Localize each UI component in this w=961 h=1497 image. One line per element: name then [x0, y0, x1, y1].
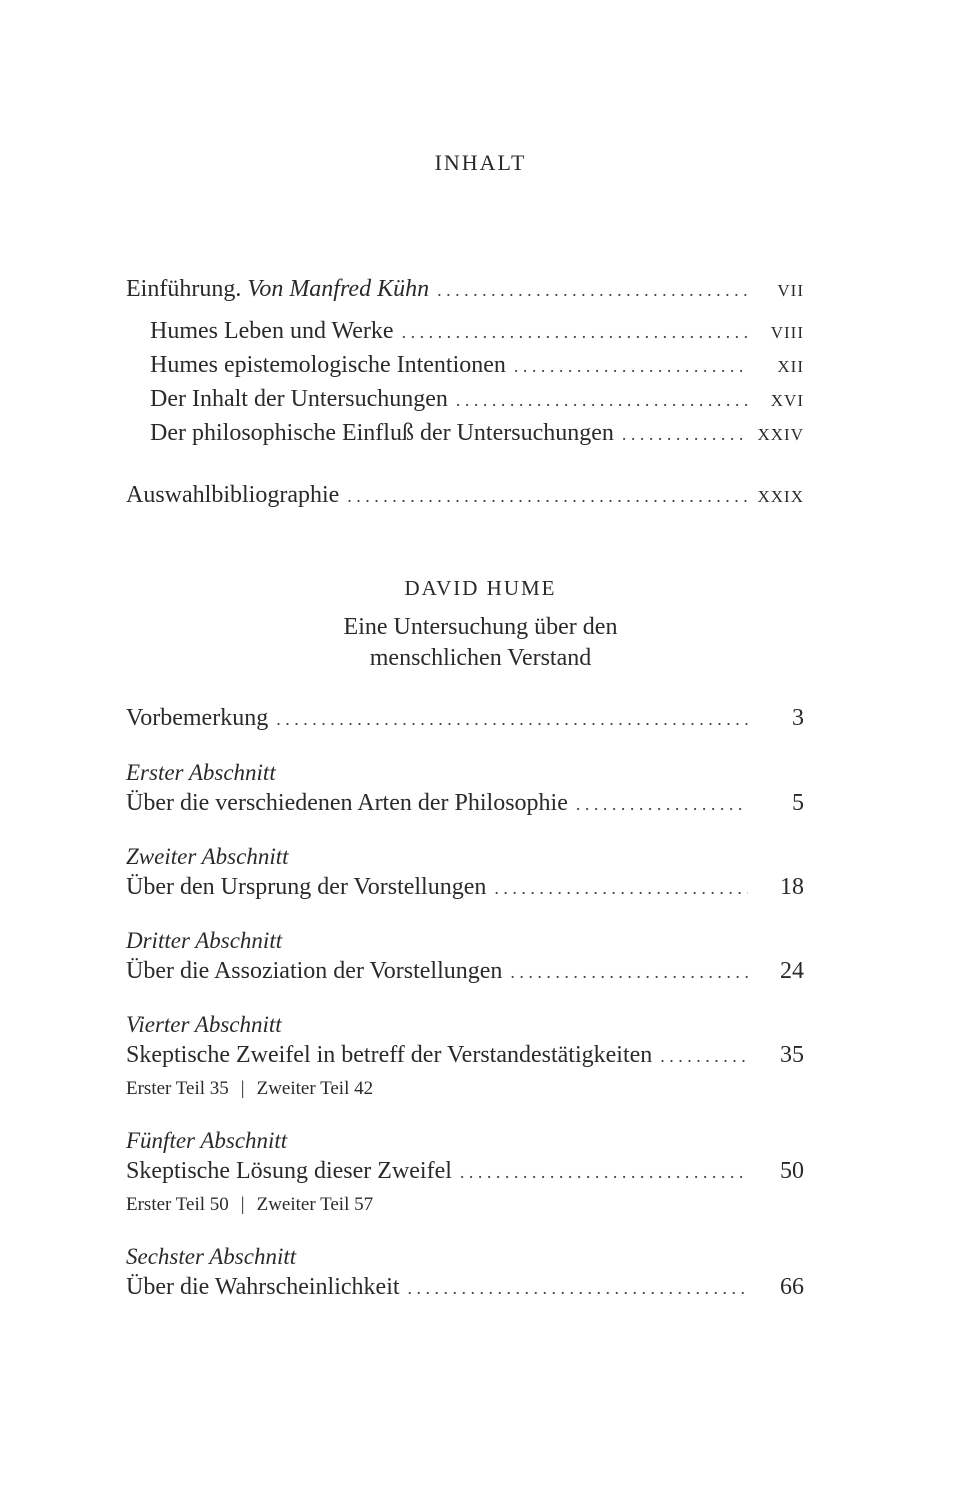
- toc-label: Auswahlbibliographie: [126, 482, 340, 508]
- toc-page: 24: [780, 958, 804, 984]
- leader-dots: [576, 794, 748, 815]
- toc-page: XXIX: [757, 487, 804, 506]
- toc-page: XII: [777, 357, 804, 376]
- toc-page: 66: [780, 1274, 804, 1300]
- toc-label: Vorbemerkung: [126, 705, 269, 731]
- author-name: DAVID HUME: [404, 576, 557, 600]
- toc-page: XVI: [770, 391, 804, 410]
- part-separator: |: [240, 1194, 245, 1215]
- part-entry: Zweiter Teil 57: [256, 1194, 374, 1215]
- part-entry: Erster Teil 35: [126, 1078, 229, 1099]
- toc-label-author: Von Manfred Kühn: [247, 276, 430, 302]
- part-entry: Erster Teil 50: [126, 1194, 229, 1215]
- leader-dots: [456, 390, 748, 411]
- toc-entry-section: [126, 790, 804, 824]
- toc-page: 5: [792, 790, 804, 816]
- toc-entry-introduction: [126, 276, 804, 310]
- toc-label: Skeptische Lösung dieser Zweifel: [126, 1158, 452, 1184]
- leader-dots: [514, 356, 748, 377]
- toc-label: Skeptische Zweifel in betreff der Verstandestätigkeiten: [126, 1042, 653, 1068]
- toc-label: [126, 276, 429, 303]
- leader-dots: [402, 322, 748, 343]
- toc-page: 18: [780, 874, 804, 900]
- toc-label: Der Inhalt der Untersuchungen: [150, 386, 448, 412]
- toc-label: Über die verschiedenen Arten der Philosophie: [126, 790, 568, 816]
- toc-entry-section: [126, 958, 804, 992]
- section-heading: Dritter Abschnitt: [126, 928, 283, 953]
- toc-label: Der philosophische Einfluß der Untersuchungen: [150, 420, 614, 446]
- toc-entry-bibliography: [126, 482, 804, 516]
- leader-dots: [660, 1046, 748, 1067]
- toc-entry-sub: [150, 420, 804, 454]
- leader-dots: [437, 280, 748, 301]
- section-heading: Zweiter Abschnitt: [126, 844, 289, 869]
- toc-page: 3: [792, 705, 804, 731]
- leader-dots: [460, 1162, 748, 1183]
- toc-label-plain: Einführung.: [126, 276, 248, 302]
- toc-entry-section: [126, 874, 804, 908]
- section-heading: Sechster Abschnitt: [126, 1244, 297, 1269]
- toc-entry-vorbemerkung: [126, 705, 804, 739]
- toc-entry-section: [126, 1158, 804, 1192]
- page-title: INHALT: [434, 150, 527, 175]
- toc-label: Humes Leben und Werke: [150, 318, 394, 344]
- work-title-line-1: Eine Untersuchung über den: [343, 614, 618, 640]
- toc-page: XXIV: [757, 425, 804, 444]
- leader-dots: [510, 962, 748, 983]
- toc-entry-sub: [150, 352, 804, 386]
- toc-entry-section: [126, 1042, 804, 1076]
- toc-label: Über den Ursprung der Vorstellungen: [126, 874, 487, 900]
- toc-page: VIII: [770, 323, 804, 342]
- section-heading: Vierter Abschnitt: [126, 1012, 282, 1037]
- leader-dots: [347, 486, 748, 507]
- leader-dots: [276, 709, 748, 730]
- section-heading: Erster Abschnitt: [126, 760, 276, 785]
- toc-entry-section: [126, 1274, 804, 1308]
- toc-page: 50: [780, 1158, 804, 1184]
- toc-page: VII: [777, 281, 804, 300]
- part-entry: Zweiter Teil 42: [256, 1078, 374, 1099]
- section-parts: [126, 1078, 373, 1100]
- toc-label: Humes epistemologische Intentionen: [150, 352, 506, 378]
- toc-label: Über die Wahrscheinlichkeit: [126, 1274, 400, 1300]
- work-title-line-2: menschlichen Verstand: [369, 645, 592, 671]
- section-parts: [126, 1194, 373, 1216]
- part-separator: |: [240, 1078, 245, 1099]
- leader-dots: [622, 424, 748, 445]
- toc-entry-sub: [150, 386, 804, 420]
- leader-dots: [494, 878, 748, 899]
- leader-dots: [408, 1278, 748, 1299]
- toc-label: Über die Assoziation der Vorstellungen: [126, 958, 503, 984]
- toc-page: 35: [780, 1042, 804, 1068]
- section-heading: Fünfter Abschnitt: [126, 1128, 288, 1153]
- toc-entry-sub: [150, 318, 804, 352]
